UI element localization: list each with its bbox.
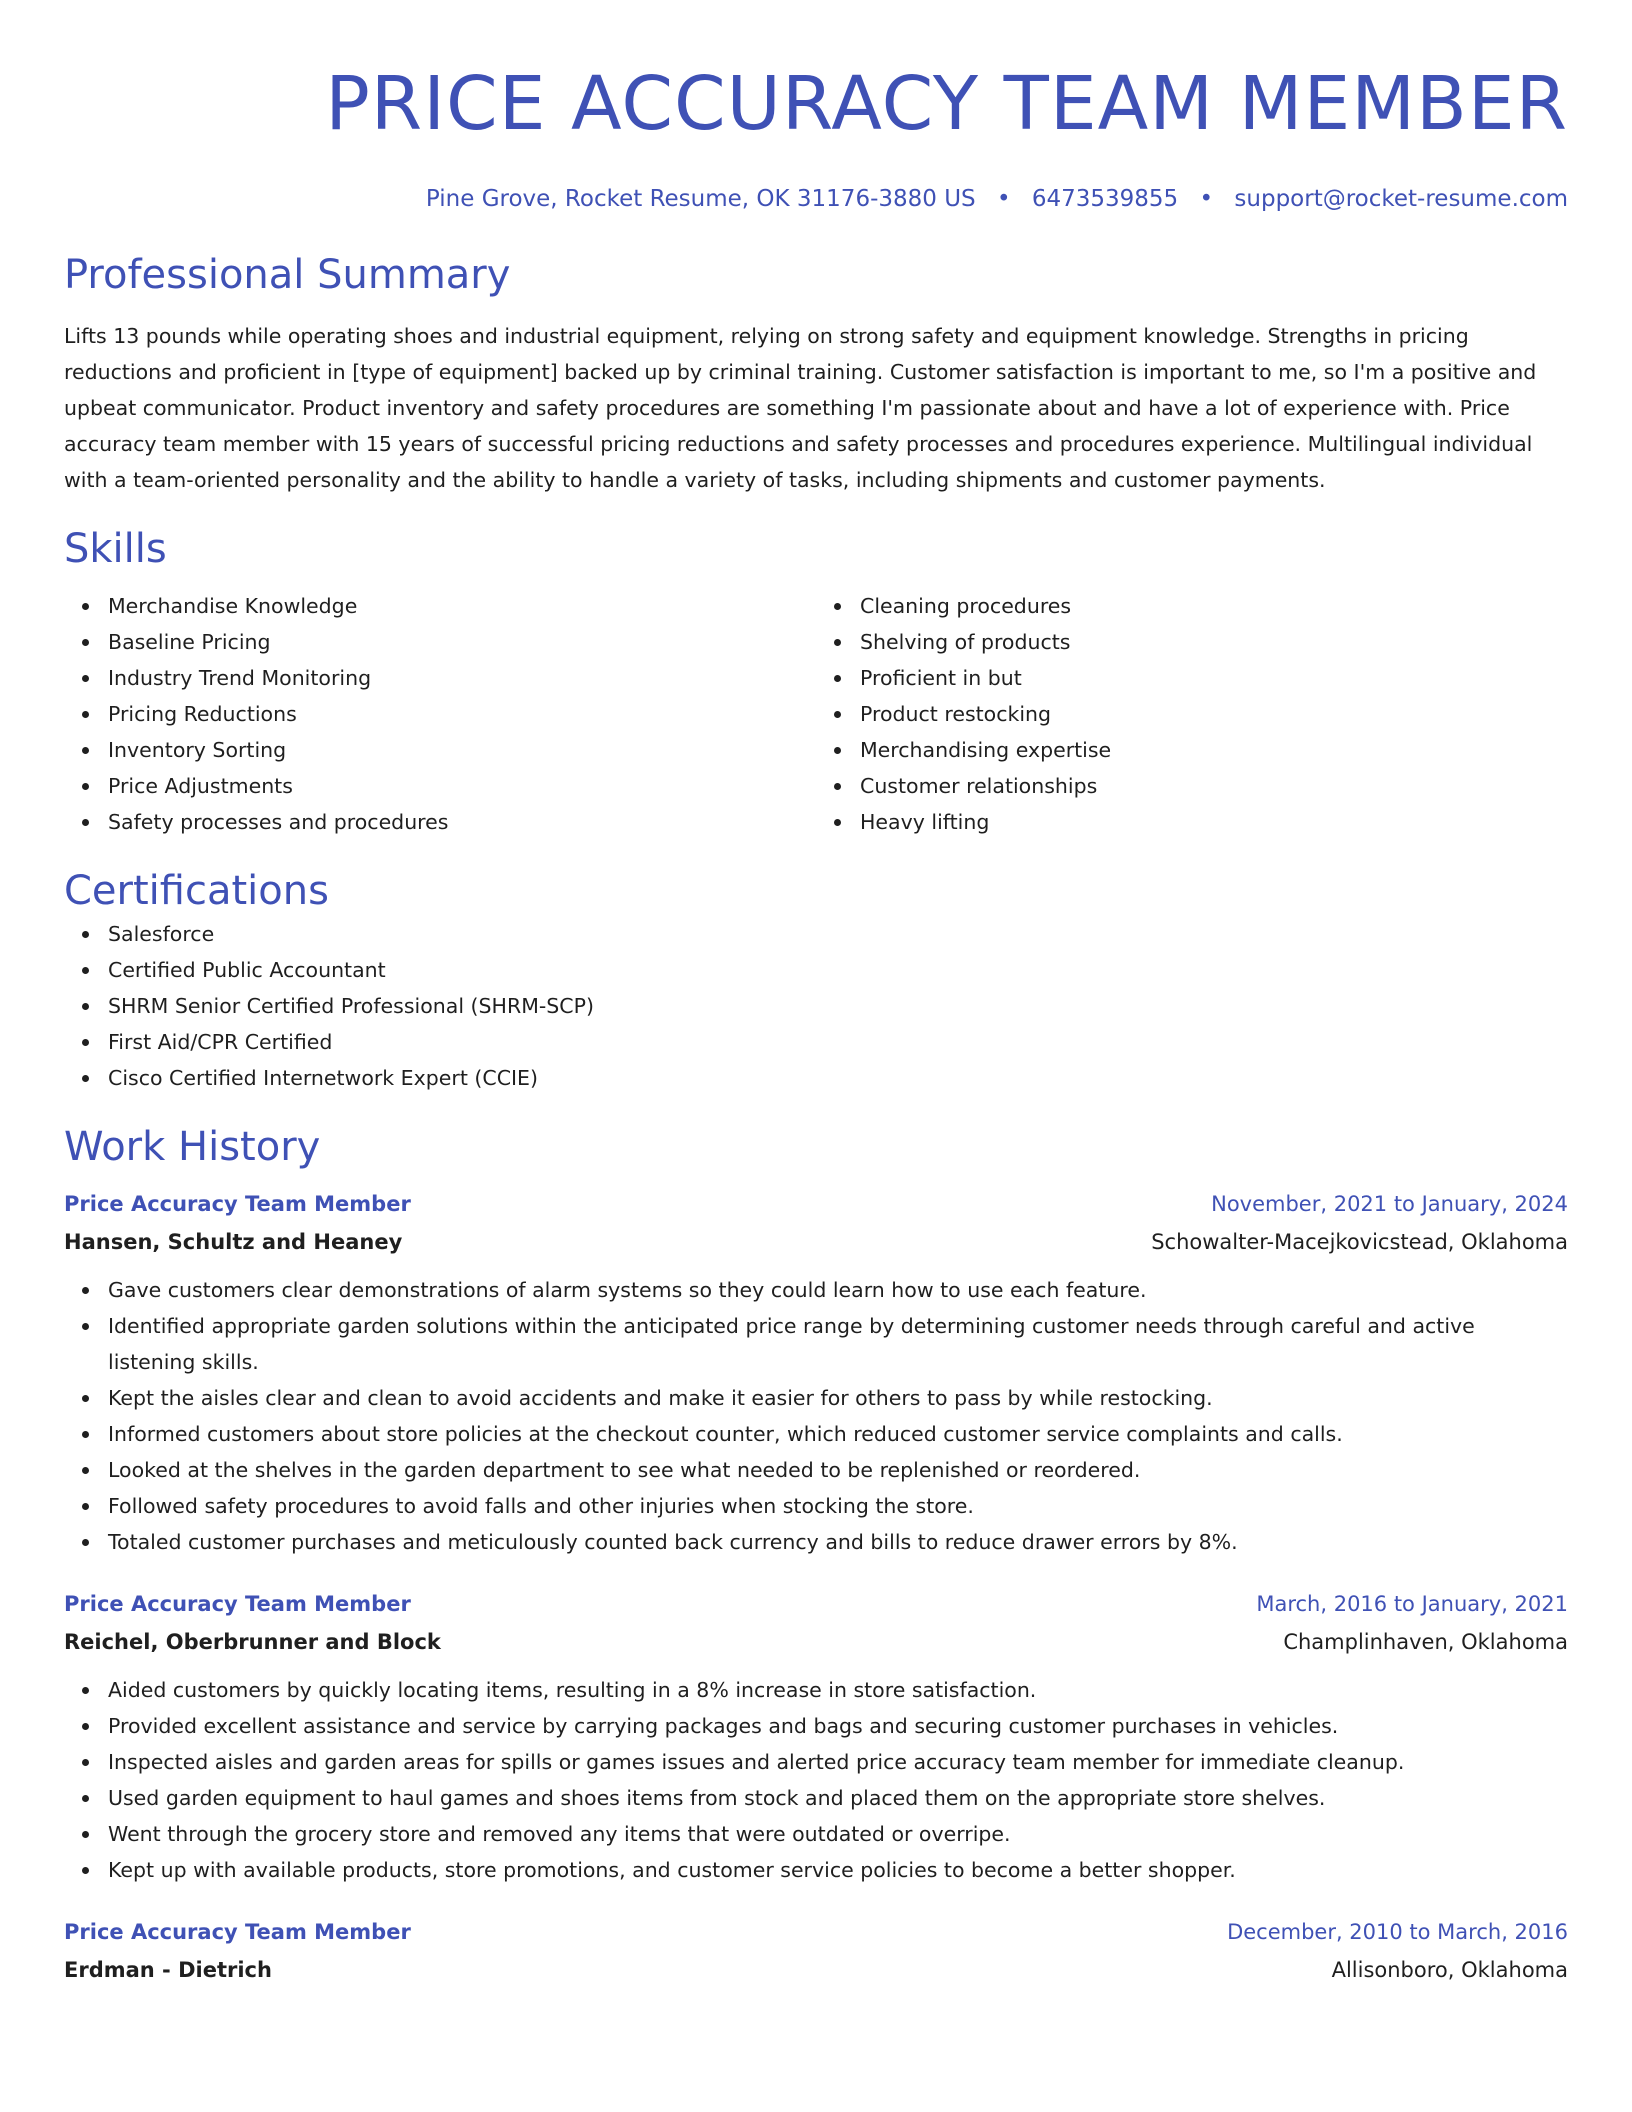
skill-item: Product restocking: [860, 696, 1568, 732]
job-subheader: [64, 1950, 1568, 1990]
contact-line: [64, 184, 1568, 214]
contact-phone: 6473539855: [1031, 186, 1179, 212]
skill-item: Pricing Reductions: [108, 696, 816, 732]
job-dates: March, 2016 to January, 2021: [1256, 1592, 1568, 1616]
skill-item: Customer relationships: [860, 768, 1568, 804]
job-duty: Totaled customer purchases and meticulously counted back currency and bills to reduce drawer errors by 8%.: [108, 1524, 1568, 1560]
resume-title: PRICE ACCURACY TEAM MEMBER: [325, 61, 1568, 147]
job-duties: [64, 1672, 1568, 1888]
skill-item: Inventory Sorting: [108, 732, 816, 768]
job-entry: [64, 1186, 1568, 1560]
job-dates: December, 2010 to March, 2016: [1227, 1920, 1568, 1944]
job-title: Price Accuracy Team Member: [64, 1592, 411, 1616]
skill-item: Heavy lifting: [860, 804, 1568, 840]
job-location: Schowalter-Macejkovicstead, Oklahoma: [1151, 1230, 1568, 1254]
skills-column-left: [64, 588, 816, 840]
skills-list: [64, 588, 1568, 840]
certification-item: Certified Public Accountant: [108, 952, 1568, 988]
job-duty: Gave customers clear demonstrations of alarm systems so they could learn how to use each feature.: [108, 1272, 1568, 1308]
job-duties: [64, 1272, 1568, 1560]
skill-item: Shelving of products: [860, 624, 1568, 660]
job-duty: Kept up with available products, store promotions, and customer service policies to become a better shopper.: [108, 1852, 1568, 1888]
contact-separator: •: [1199, 186, 1214, 212]
certification-item: Cisco Certified Internetwork Expert (CCIE): [108, 1060, 1568, 1096]
job-duty: Provided excellent assistance and service by carrying packages and bags and securing customer purchases in vehicles.: [108, 1708, 1568, 1744]
skill-item: Merchandise Knowledge: [108, 588, 816, 624]
job-header: [64, 1186, 1568, 1222]
job-title: Price Accuracy Team Member: [64, 1920, 411, 1944]
section-heading-work-history: Work History: [64, 1124, 321, 1170]
job-subheader: [64, 1622, 1568, 1662]
certification-item: SHRM Senior Certified Professional (SHRM-SCP): [108, 988, 1568, 1024]
job-location: Champlinhaven, Oklahoma: [1283, 1630, 1568, 1654]
job-duty: Identified appropriate garden solutions within the anticipated price range by determining customer needs through careful and active listening skills.: [108, 1308, 1568, 1380]
skill-item: Cleaning procedures: [860, 588, 1568, 624]
job-duty: Aided customers by quickly locating items, resulting in a 8% increase in store satisfaction.: [108, 1672, 1568, 1708]
job-duty: Inspected aisles and garden areas for spills or games issues and alerted price accuracy team member for immediate cleanup.: [108, 1744, 1568, 1780]
skill-item: Proficient in but: [860, 660, 1568, 696]
job-duty: Went through the grocery store and removed any items that were outdated or overripe.: [108, 1816, 1568, 1852]
job-title: Price Accuracy Team Member: [64, 1192, 411, 1216]
certification-item: First Aid/CPR Certified: [108, 1024, 1568, 1060]
skill-item: Price Adjustments: [108, 768, 816, 804]
job-entry: [64, 1914, 1568, 1990]
job-location: Allisonboro, Oklahoma: [1331, 1958, 1568, 1982]
job-duty: Informed customers about store policies at the checkout counter, which reduced customer service complaints and calls.: [108, 1416, 1568, 1452]
skill-item: Safety processes and procedures: [108, 804, 816, 840]
job-header: [64, 1586, 1568, 1622]
job-dates: November, 2021 to January, 2024: [1211, 1192, 1568, 1216]
section-heading-summary: Professional Summary: [64, 252, 511, 298]
job-subheader: [64, 1222, 1568, 1262]
skills-column-right: [816, 588, 1568, 840]
job-header: [64, 1914, 1568, 1950]
skill-item: Merchandising expertise: [860, 732, 1568, 768]
section-heading-certifications: Certifications: [64, 868, 329, 914]
job-company: Reichel, Oberbrunner and Block: [64, 1630, 441, 1654]
skill-item: Industry Trend Monitoring: [108, 660, 816, 696]
contact-address: Pine Grove, Rocket Resume, OK 31176-3880 US: [425, 186, 976, 212]
job-duty: Followed safety procedures to avoid falls and other injuries when stocking the store.: [108, 1488, 1568, 1524]
certification-item: Salesforce: [108, 916, 1568, 952]
section-heading-skills: Skills: [64, 526, 167, 572]
contact-separator: •: [996, 186, 1011, 212]
job-entry: [64, 1586, 1568, 1888]
job-company: Erdman - Dietrich: [64, 1958, 272, 1982]
job-duty: Kept the aisles clear and clean to avoid accidents and make it easier for others to pass by while restocking.: [108, 1380, 1568, 1416]
skill-item: Baseline Pricing: [108, 624, 816, 660]
resume-page: [64, 0, 1568, 1990]
job-duty: Used garden equipment to haul games and shoes items from stock and placed them on the appropriate store shelves.: [108, 1780, 1568, 1816]
contact-email: support@rocket-resume.com: [1234, 186, 1568, 212]
certifications-list: [64, 916, 1568, 1096]
job-company: Hansen, Schultz and Heaney: [64, 1230, 403, 1254]
summary-text: Lifts 13 pounds while operating shoes and industrial equipment, relying on strong safety and equipment knowledge. Strengths in pricing reductions and proficient in [type of equipment] backed up by criminal training. Customer satisfaction is important to me, so I'm a positive and upbeat communicator. Product inventory and safety procedures are something I'm passionate about and have a lot of experience with. Price accuracy team member with 15 years of successful pricing reductions and safety processes and procedures experience. Multilingual individual with a team-oriented personality and the ability to handle a variety of tasks, including shipments and customer payments.: [64, 324, 1537, 492]
job-duty: Looked at the shelves in the garden department to see what needed to be replenished or reordered.: [108, 1452, 1568, 1488]
